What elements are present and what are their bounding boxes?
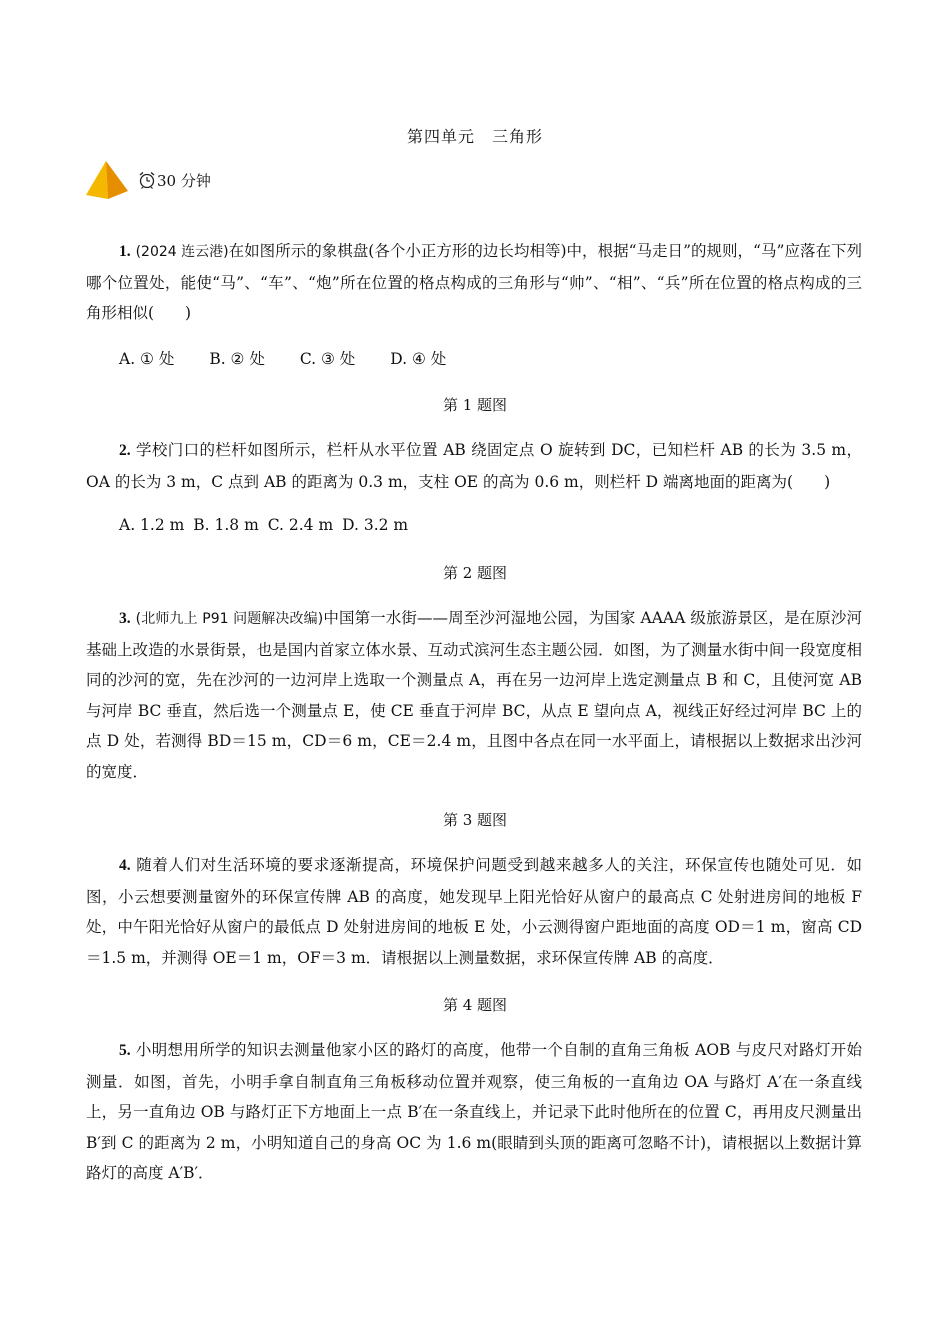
figure-caption-4: 第 4 题图 bbox=[442, 996, 508, 1014]
question-3 bbox=[86, 603, 862, 787]
question-number: 2. bbox=[119, 442, 131, 459]
question-text: 在如图所示的象棋盘(各个小正方形的边长均相等)中，根据“马走日”的规则，“马”应落在下列哪个位置处，能使“马”、“车”、“炮”所在位置的格点构成的三角形与“帅”、“相”、“兵”所在位置的格点构成的三角形相似( ) bbox=[86, 242, 862, 322]
unit-title: 第四单元 三角形 bbox=[406, 127, 543, 146]
option-b: B. ② 处 bbox=[209, 350, 265, 368]
question-text: 随着人们对生活环境的要求逐渐提高，环境保护问题受到越来越多人的关注，环保宣传也随处可见．如图，小云想要测量窗外的环保宣传牌 AB 的高度，她发现早上阳光恰好从窗户的最高点 C 处射进房间的地板 F 处，中午阳光恰好从窗户的最低点 D 处射进房间的地板 E 处，小云测得窗户距地面的高度 OD＝1 m，窗高 CD＝1.5 m，并测得 OE＝1 m，OF＝3 m．请根据以上测量数据，求环保宣传牌 AB 的高度． bbox=[86, 856, 862, 967]
figure-caption-3: 第 3 题图 bbox=[442, 811, 508, 829]
option-a: A. 1.2 m bbox=[119, 516, 185, 534]
q1-options bbox=[119, 347, 476, 369]
question-text: 学校门口的栏杆如图所示，栏杆从水平位置 AB 绕固定点 O 旋转到 DC，已知栏杆 AB 的长为 3.5 m，OA 的长为 3 m，C 点到 AB 的距离为 0.3 m，支柱 OE 的高为 0.6 m，则栏杆 D 端离地面的距离为( ) bbox=[86, 441, 862, 491]
question-source: (北师九上 P91 问题解决改编) bbox=[135, 611, 324, 627]
pyramid-icon bbox=[86, 161, 128, 199]
question-source: (2024 连云港) bbox=[135, 244, 229, 260]
option-c: C. ③ 处 bbox=[299, 350, 356, 368]
question-number: 1. bbox=[119, 243, 131, 260]
option-b: B. 1.8 m bbox=[193, 516, 259, 534]
clock-icon bbox=[138, 171, 156, 189]
question-2 bbox=[86, 435, 862, 497]
q2-options bbox=[119, 516, 412, 534]
question-1 bbox=[86, 236, 862, 329]
figure-caption-2: 第 2 题图 bbox=[442, 564, 508, 582]
option-a: A. ① 处 bbox=[119, 350, 175, 368]
question-number: 3. bbox=[119, 610, 131, 627]
question-text: 中国第一水街——周至沙河湿地公园，为国家 AAAA 级旅游景区，是在原沙河基础上改造的水景街景，也是国内首家立体水景、互动式滨河生态主题公园．如图，为了测量水街中间一段宽度相同的沙河的宽，先在沙河的一边河岸上选取一个测量点 A，再在另一边河岸上选定测量点 B 和 C，且使河宽 AB 与河岸 BC 垂直，然后选一个测量点 E，使 CE 垂直于河岸 BC，从点 E 望向点 A，视线正好经过河岸 BC 上的点 D 处，若测得 BD＝15 m，CD＝6 m，CE＝2.4 m，且图中各点在同一水平面上，请根据以上数据求出沙河的宽度． bbox=[86, 609, 862, 781]
timer-row bbox=[86, 160, 211, 200]
option-d: D. ④ 处 bbox=[390, 350, 447, 368]
question-number: 5. bbox=[119, 1042, 131, 1059]
question-4 bbox=[86, 850, 862, 973]
question-text: 小明想用所学的知识去测量他家小区的路灯的高度，他带一个自制的直角三角板 AOB 与皮尺对路灯开始测量．如图，首先，小明手拿自制直角三角板移动位置并观察，使三角板的一直角边 OA 与路灯 A′在一条直线上，另一直角边 OB 与路灯正下方地面上一点 B′在一条直线上，并记录下此时他所在的位置 C，再用皮尺测量出 B′到 C 的距离为 2 m，小明知道自己的身高 OC 为 1.6 m(眼睛到头顶的距离可忽略不计)，请根据以上数据计算路灯的高度 A′B′． bbox=[86, 1041, 862, 1182]
question-number: 4. bbox=[119, 857, 131, 874]
timer-text: 30 分钟 bbox=[157, 171, 211, 190]
option-d: D. 3.2 m bbox=[342, 516, 409, 534]
option-c: C. 2.4 m bbox=[267, 516, 334, 534]
question-5 bbox=[86, 1035, 862, 1189]
figure-caption-1: 第 1 题图 bbox=[442, 396, 508, 414]
